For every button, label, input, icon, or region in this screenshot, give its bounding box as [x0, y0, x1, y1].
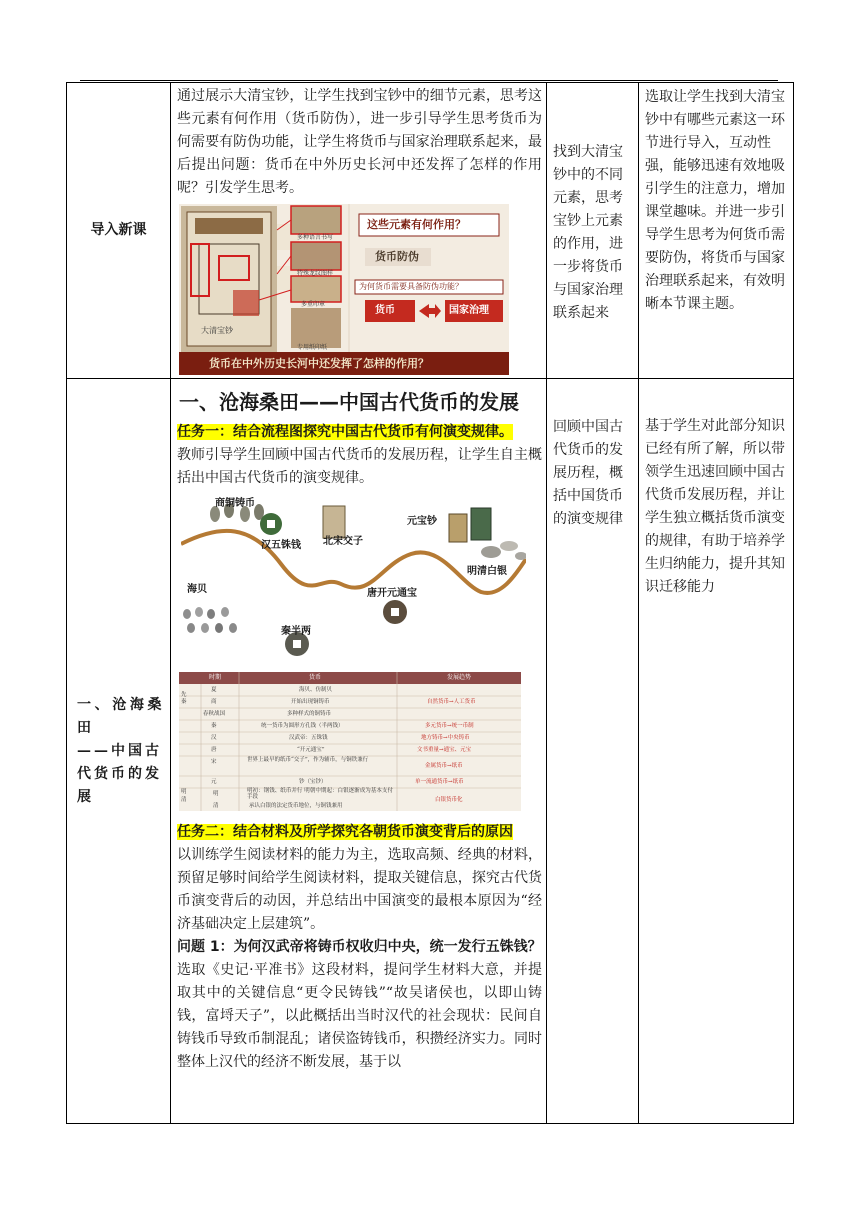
slide-label-5: 大清宝钞: [201, 326, 233, 335]
task-two-text: 以训练学生阅读材料的能力为主，选取高频、经典的材料，预留足够时间给学生阅读材料，提取关键信息，探究古代货币演变背后的动因，并总结出中国演变的最根本原因为“经济基础决定上层建筑”。: [177, 847, 542, 932]
label-line-2: ——中国古: [77, 742, 162, 759]
question-one-text: 选取《史记·平准书》这段材料，提问学生材料大意，并提取其中的关键信息“更令民铸钱”“故吴诸侯也，以即山铸钱，富埒天子”，以此概括出当时汉代的社会现状：民间自铸钱币导致币制混乱；诸侯盗铸钱币，积攒经济实力。同时整体上汉代的经济不断发展，基于以: [177, 962, 542, 1070]
evo-row-7-trend: 单一流通货币→纸币: [415, 779, 464, 785]
evo-row-0-trend: 自然货币→人工货币: [427, 699, 476, 705]
timeline-label-shang: 商铜铸币: [215, 498, 255, 509]
timeline-label-qin: 秦半两: [281, 626, 311, 637]
slide-label-2: 特殊龙纹图样: [297, 270, 334, 277]
task-one-text: 教师引导学生回顾中国古代货币的发展历程，让学生自主概括出中国古代货币的演变规律。: [177, 447, 542, 486]
evo-row-1-period: 商: [211, 699, 217, 705]
currency-timeline-figure: [181, 498, 526, 664]
design-intent-cell: 选取让学生找到大清宝钞中有哪些元素这一环节进行导入，互动性强，能够迅速有效地吸引学生的注意力，增加课堂趣味。并进一步引导学生思考为何货币需要防伪，将货币与国家治理联系起来，有效明晰本节课主题。: [639, 83, 794, 379]
slide-why: 为何货币需要具备防伪功能？: [359, 282, 463, 291]
evo-row-8-period: 明: [213, 791, 219, 797]
section-heading: 一、沧海桑田——中国古代货币的发展: [179, 390, 519, 414]
evo-row-9-period: 清: [213, 803, 219, 809]
evo-row-5-currency: “开元通宝”: [297, 747, 325, 753]
evo-row-3-currency: 统一货币为圆形方孔钱（半两钱）: [261, 723, 344, 729]
evo-header-currency: 货币: [309, 674, 322, 681]
slide-left-tag: 货币: [375, 305, 395, 316]
intro-text: 通过展示大清宝钞，让学生找到宝钞中的细节元素，思考这些元素有何作用（货币防伪），进一步引导学生思考货币为何需要有防伪功能，让学生将货币与国家治理联系起来，最后提出问题：货币在中外历史长河中还发挥了怎样的作用呢？引发学生思考。: [177, 88, 542, 196]
student-activity-cell: 找到大清宝钞中的不同元素，思考宝钞上元素的作用，进一步将货币与国家治理联系起来: [547, 83, 639, 379]
slide-answer: 货币防伪: [375, 250, 419, 263]
evo-header-period: 时期: [209, 674, 222, 681]
timeline-label-tang: 唐开元通宝: [367, 588, 417, 599]
label-line-1: 一、沧海桑田: [77, 696, 162, 736]
evo-row-4-currency: 汉武帝：五铢钱: [289, 735, 328, 741]
evo-ming-qing: 明清: [181, 789, 187, 803]
evo-row-7-period: 元: [211, 779, 217, 785]
lesson-step-label: 导入新课: [67, 83, 171, 379]
timeline-label-song: 北宋交子: [323, 536, 363, 547]
label-line-3: 代货币的发: [77, 765, 162, 782]
evo-row-6-trend: 金属货币→纸币: [425, 763, 463, 769]
timeline-label-mingqing: 明清白银: [467, 566, 507, 577]
evo-row-2-currency: 多种样式的铜铸币: [287, 711, 332, 717]
student-activity-cell-2: 回顾中国古代货币的发展历程，概括中国货币的演变规律: [547, 379, 639, 1124]
timeline-label-shell: 海贝: [187, 584, 207, 595]
teaching-content-cell-2: [171, 379, 547, 1124]
evo-row-9-currency: 承认白银的法定货币地位，与铜钱兼用: [249, 803, 343, 809]
slide-banner: 货币在中外历史长河中还发挥了怎样的作用？: [209, 357, 429, 370]
evo-row-7-currency: 钞（宝钞）: [299, 779, 327, 785]
design-intent-cell-2: 基于学生对此部分知识已经有所了解，所以带领学生迅速回顾中国古代货币发展历程，并让学生独立概括货币演变的规律，有助于培养学生归纳能力，提升其知识迁移能力: [639, 379, 794, 1124]
question-one: 问题 1：为何汉武帝将铸币权收归中央，统一发行五铢钱？: [177, 939, 542, 955]
timeline-label-yuan: 元宝钞: [407, 516, 437, 527]
evo-row-2-period: 春秋战国: [203, 711, 226, 717]
evo-row-3-trend: 多元货币→统一币制: [425, 723, 474, 729]
evo-row-3-period: 秦: [211, 723, 217, 729]
slide-label-4: 专用纸印纸: [297, 344, 328, 351]
slide-question: 这些元素有何作用？: [367, 218, 466, 231]
timeline-graphic: [181, 504, 526, 664]
table-row-section1: [67, 379, 794, 1124]
evo-row-4-period: 汉: [211, 735, 217, 741]
table-row-intro: [67, 83, 794, 379]
evo-row-4-trend: 地方铸币→中央铸币: [421, 735, 470, 741]
evo-pre-qin: 先秦: [181, 692, 187, 705]
timeline-label-han: 汉五铢钱: [261, 540, 301, 551]
evo-row-6-period: 宋: [211, 759, 217, 765]
task-two: 任务二：结合材料及所学探究各朝货币演变背后的原因: [177, 824, 513, 840]
lesson-plan-table: [66, 82, 794, 1124]
evo-row-1-currency: 开始出现铜铸币: [291, 699, 330, 705]
page-top-rule: [80, 80, 778, 81]
evo-row-6-currency: 世界上最早的纸币“交子”，作为辅币，与铜铁兼行: [247, 757, 369, 763]
evo-row-5-period: 唐: [211, 747, 217, 753]
evo-row-8-currency: 明初：钢钱、纸币并行 明朝中期起：白银逐渐成为基本支付手段: [247, 788, 393, 800]
evo-header-trend: 发展趋势: [447, 674, 472, 681]
lesson-step-label-2: [67, 379, 171, 1124]
slide-label-3: 多重印章: [301, 301, 326, 308]
evo-row-0-currency: 海贝、仿制贝: [299, 687, 333, 693]
evo-row-5-trend: 文书重量→通宝、元宝: [417, 747, 472, 753]
teaching-content-cell: [171, 83, 547, 379]
label-line-4: 展: [77, 788, 92, 805]
currency-evolution-table-image: [179, 672, 521, 811]
qing-banknote-slide: [179, 204, 509, 375]
evo-row-0-period: 夏: [211, 687, 217, 693]
task-one: 任务一：结合流程图探究中国古代货币有何演变规律。: [177, 424, 513, 440]
slide-right-tag: 国家治理: [449, 305, 489, 316]
slide-label-1: 多种语言书写: [297, 234, 334, 241]
evo-row-8-trend: 白银货币化: [435, 797, 463, 803]
